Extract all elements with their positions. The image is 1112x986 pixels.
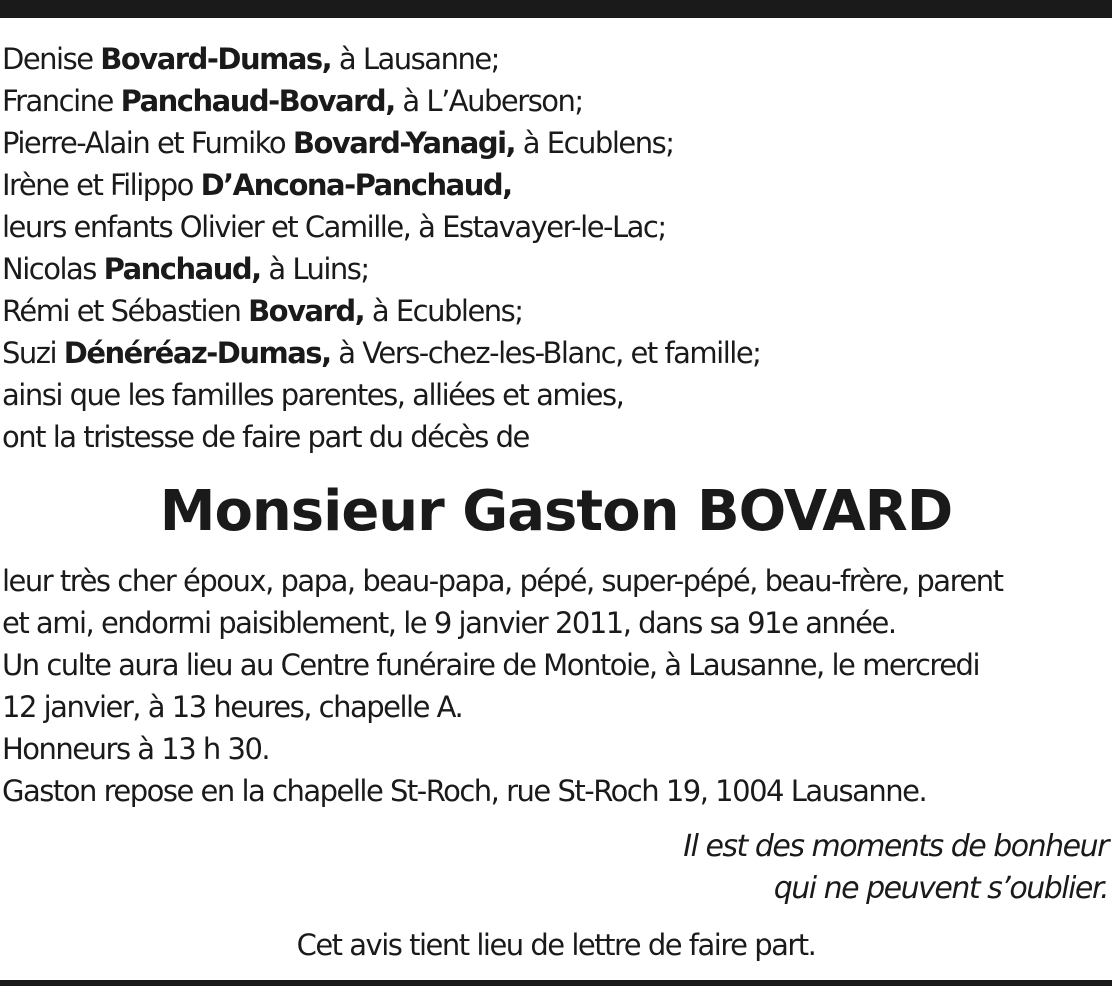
family-line [2,374,1108,416]
body-line: Gaston repose en la chapelle St-Roch, rue St-Roch 19, 1004 Lausanne. [2,774,927,808]
family-line-place: à Vers-chez-les-Blanc, et famille; [330,336,761,370]
family-line-surname: D’Ancona-Panchaud, [200,168,512,202]
family-line-text: Nicolas [2,252,104,286]
family-line-surname: Dénéréaz-Dumas, [63,336,331,370]
family-line [2,248,1108,290]
memorial-quote [683,826,1108,910]
family-line [2,332,1108,374]
family-line [2,38,1108,80]
quote-line: Il est des moments de bonheur [683,829,1108,864]
family-line [2,164,1108,206]
family-line-place: à L’Auberson; [394,84,583,118]
body-line: et ami, endormi paisiblement, le 9 janvier 2011, dans sa 91e année. [2,606,896,640]
family-line-text: Irène et Filippo [2,168,201,202]
body-line: Honneurs à 13 h 30. [2,732,270,766]
family-line-surname: Bovard-Dumas, [100,42,332,76]
top-border-rule [0,0,1112,18]
family-line-text: ainsi que les familles parentes, alliées et amies, [2,378,624,412]
family-line-surname: Bovard-Yanagi, [292,126,516,160]
family-line [2,416,1108,458]
family-line-place: à Ecublens; [364,294,523,328]
family-line-surname: Panchaud-Bovard, [120,84,395,118]
family-line-text: Denise [2,42,101,76]
family-line-text: Rémi et Sébastien [2,294,249,328]
body-line: leur très cher époux, papa, beau-papa, pépé, super-pépé, beau-frère, parent [2,564,1003,598]
family-line-place: à Lausanne; [331,42,499,76]
family-line-place: à Ecublens; [515,126,674,160]
closing-notice: Cet avis tient lieu de lettre de faire part. [296,928,816,962]
family-line-text: Francine [2,84,121,118]
family-line [2,122,1108,164]
deceased-name-heading: Monsieur Gaston BOVARD [159,479,953,544]
family-line [2,206,1108,248]
family-line [2,290,1108,332]
family-line-text: Pierre-Alain et Fumiko [2,126,293,160]
family-line-surname: Bovard, [248,294,365,328]
body-line: Un culte aura lieu au Centre funéraire de Montoie, à Lausanne, le mercredi [2,648,980,682]
family-line [2,80,1108,122]
announcement-body [2,560,1108,812]
family-line-place: à Luins; [260,252,369,286]
body-line: 12 janvier, à 13 heures, chapelle A. [2,690,463,724]
quote-line: qui ne peuvent s’oublier. [773,871,1108,906]
family-line-text: ont la tristesse de faire part du décès de [2,420,529,454]
family-line-surname: Panchaud, [103,252,261,286]
family-line-text: Suzi [2,336,64,370]
family-list [2,38,1108,458]
family-line-text: leurs enfants Olivier et Camille, à Estavayer-le-Lac; [2,210,666,244]
bottom-border-rule [0,980,1112,986]
